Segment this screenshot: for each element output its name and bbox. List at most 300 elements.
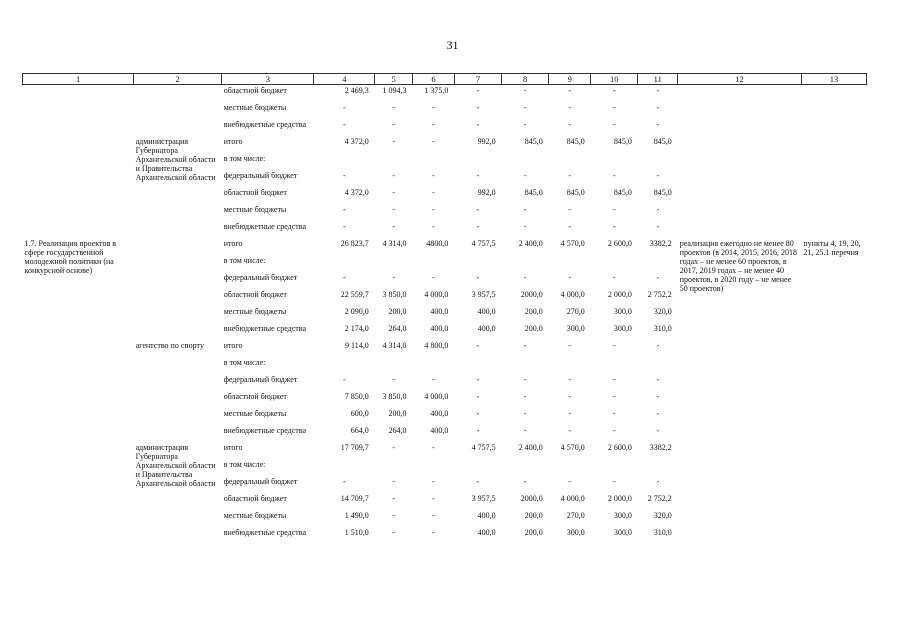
funding-source-cell: внебюджетные средства xyxy=(223,426,307,435)
value-cell: 2 174,0 xyxy=(344,324,369,333)
value-cell: 845,0 xyxy=(524,188,543,197)
indicator-cell xyxy=(678,391,802,408)
indicator-cell xyxy=(678,187,802,204)
indicator-cell xyxy=(678,153,802,170)
value-cell: 14 709,7 xyxy=(340,494,369,503)
executor-cell: администрация Губернатора Архангельской области и Правительства Архангельской области xyxy=(135,443,216,488)
table-row xyxy=(23,340,867,357)
value-cell: - xyxy=(392,477,395,486)
value-cell: 4800,0 xyxy=(426,239,449,248)
value-cell xyxy=(314,459,375,476)
event-name-cell xyxy=(23,510,134,527)
value-cell: - xyxy=(612,392,616,401)
reference-cell xyxy=(801,493,866,510)
value-cell: 310,0 xyxy=(653,324,672,333)
table-row xyxy=(23,136,867,153)
reference-cell xyxy=(801,102,866,119)
value-cell: - xyxy=(568,205,572,214)
value-cell: - xyxy=(476,103,480,112)
value-cell: - xyxy=(568,120,572,129)
value-cell: 17 709,7 xyxy=(340,443,369,452)
funding-source-cell: внебюджетные средства xyxy=(223,222,307,231)
value-cell: - xyxy=(612,205,616,214)
value-cell: - xyxy=(392,205,395,214)
value-cell xyxy=(591,255,638,272)
value-cell: 4 570,0 xyxy=(560,239,585,248)
value-cell: 2 400,0 xyxy=(518,443,543,452)
value-cell: - xyxy=(612,103,616,112)
table-row xyxy=(23,238,867,255)
value-cell: - xyxy=(476,273,480,282)
indicator-cell xyxy=(678,459,802,476)
value-cell xyxy=(375,357,413,374)
value-cell: 3 957,5 xyxy=(471,494,496,503)
value-cell: 4 000,0 xyxy=(424,392,449,401)
reference-cell xyxy=(801,221,866,238)
value-cell: 3 957,5 xyxy=(471,290,496,299)
value-cell: - xyxy=(476,477,480,486)
value-cell: 2000,0 xyxy=(520,290,543,299)
table-row xyxy=(23,85,867,103)
value-cell: - xyxy=(476,222,480,231)
value-cell: 2000,0 xyxy=(520,494,543,503)
value-cell: - xyxy=(432,137,435,146)
value-cell: - xyxy=(392,137,395,146)
column-header: 12 xyxy=(678,74,802,85)
value-cell: 300,0 xyxy=(613,528,632,537)
funding-source-cell: федеральный бюджет xyxy=(223,375,298,384)
funding-source-cell: в том числе: xyxy=(223,358,266,367)
value-cell xyxy=(502,255,549,272)
funding-source-cell: в том числе: xyxy=(223,460,266,469)
executor-cell xyxy=(134,102,222,119)
funding-source-cell: внебюджетные средства xyxy=(223,120,307,129)
value-cell xyxy=(591,459,638,476)
value-cell: 22 559,7 xyxy=(340,290,369,299)
funding-source-cell: областной бюджет xyxy=(223,188,287,197)
value-cell: - xyxy=(432,511,435,520)
value-cell xyxy=(454,459,501,476)
funding-source-cell: федеральный бюджет xyxy=(223,171,298,180)
column-header: 13 xyxy=(801,74,866,85)
value-cell: - xyxy=(523,103,527,112)
value-cell: - xyxy=(523,273,527,282)
value-cell: 1 094,3 xyxy=(382,86,407,95)
funding-source-cell: областной бюджет xyxy=(223,290,287,299)
value-cell: 600,0 xyxy=(350,409,369,418)
value-cell: - xyxy=(612,222,616,231)
value-cell: - xyxy=(392,443,395,452)
event-name-cell xyxy=(23,374,134,391)
reference-cell xyxy=(801,425,866,442)
indicator-cell xyxy=(678,357,802,374)
value-cell: 992,0 xyxy=(477,188,496,197)
funding-source-cell: федеральный бюджет xyxy=(223,477,298,486)
reference-cell xyxy=(801,374,866,391)
value-cell xyxy=(502,153,549,170)
value-cell: 300,0 xyxy=(566,528,585,537)
column-header: 2 xyxy=(134,74,222,85)
value-cell: - xyxy=(343,120,346,129)
value-cell: 2 752,2 xyxy=(647,290,672,299)
value-cell: - xyxy=(343,273,346,282)
funding-source-cell: в том числе: xyxy=(223,256,266,265)
value-cell: - xyxy=(612,375,616,384)
value-cell: 400,0 xyxy=(477,324,496,333)
value-cell: 4 757,5 xyxy=(471,443,496,452)
value-cell: - xyxy=(432,188,435,197)
funding-source-cell: местные бюджеты xyxy=(223,205,287,214)
value-cell xyxy=(638,255,678,272)
value-cell: 4 000,0 xyxy=(560,494,585,503)
value-cell: - xyxy=(523,205,527,214)
reference-cell xyxy=(801,170,866,187)
table-row xyxy=(23,442,867,459)
value-cell xyxy=(638,153,678,170)
value-cell xyxy=(375,153,413,170)
value-cell: - xyxy=(476,341,480,350)
value-cell: 200,0 xyxy=(524,528,543,537)
value-cell: - xyxy=(392,375,395,384)
value-cell: - xyxy=(343,171,346,180)
value-cell xyxy=(638,357,678,374)
value-cell: - xyxy=(476,375,480,384)
value-cell: - xyxy=(343,477,346,486)
value-cell: - xyxy=(432,375,435,384)
executor-cell xyxy=(134,85,222,103)
event-name-cell xyxy=(23,527,134,544)
column-header: 8 xyxy=(502,74,549,85)
value-cell: 400,0 xyxy=(430,426,449,435)
value-cell: - xyxy=(612,120,616,129)
value-cell xyxy=(314,357,375,374)
value-cell: - xyxy=(523,86,527,95)
column-header: 1 xyxy=(23,74,134,85)
table-row xyxy=(23,102,867,119)
column-header: 9 xyxy=(549,74,591,85)
value-cell: - xyxy=(568,341,572,350)
value-cell: 845,0 xyxy=(613,188,632,197)
reference-cell xyxy=(801,510,866,527)
value-cell: - xyxy=(523,341,527,350)
event-name-cell: 1.7. Реализация проектов в сфере государственной молодежной политики (на конкурсной основе) xyxy=(24,239,116,275)
value-cell: 7 850,0 xyxy=(344,392,369,401)
value-cell xyxy=(412,255,454,272)
value-cell: 845,0 xyxy=(653,137,672,146)
event-name-cell xyxy=(23,408,134,425)
event-name-cell xyxy=(23,357,134,374)
indicator-cell xyxy=(678,102,802,119)
reference-cell xyxy=(801,408,866,425)
funding-source-cell: федеральный бюджет xyxy=(223,273,298,282)
reference-cell xyxy=(801,476,866,493)
value-cell: 4 314,0 xyxy=(382,341,407,350)
event-name-cell xyxy=(23,119,134,136)
indicator-cell xyxy=(678,119,802,136)
value-cell: 3382,2 xyxy=(649,443,672,452)
indicator-cell xyxy=(678,425,802,442)
value-cell: 310,0 xyxy=(653,528,672,537)
event-name-cell xyxy=(23,170,134,187)
event-name-cell xyxy=(23,102,134,119)
value-cell xyxy=(549,255,591,272)
value-cell: - xyxy=(476,409,480,418)
reference-cell xyxy=(801,187,866,204)
event-name-cell xyxy=(23,442,134,459)
value-cell: 2 600,0 xyxy=(607,239,632,248)
reference-cell xyxy=(801,85,866,103)
value-cell: 300,0 xyxy=(613,511,632,520)
value-cell: - xyxy=(343,205,346,214)
value-cell: - xyxy=(432,273,435,282)
value-cell: 200,0 xyxy=(524,511,543,520)
value-cell: - xyxy=(656,120,660,129)
reference-cell xyxy=(801,391,866,408)
table-body xyxy=(23,85,867,545)
value-cell: - xyxy=(568,426,572,435)
reference-cell xyxy=(801,340,866,357)
value-cell: - xyxy=(523,426,527,435)
reference-cell xyxy=(801,357,866,374)
value-cell: 400,0 xyxy=(430,409,449,418)
executor-cell xyxy=(134,289,222,306)
funding-source-cell: внебюджетные средства xyxy=(223,528,307,537)
value-cell: - xyxy=(523,375,527,384)
column-header: 4 xyxy=(314,74,375,85)
value-cell: - xyxy=(656,477,660,486)
value-cell xyxy=(502,459,549,476)
event-name-cell xyxy=(23,136,134,153)
value-cell: 2 752,2 xyxy=(647,494,672,503)
value-cell: 4 372,0 xyxy=(344,137,369,146)
value-cell: - xyxy=(343,375,346,384)
value-cell: 3 850,0 xyxy=(382,290,407,299)
value-cell: - xyxy=(476,86,480,95)
value-cell: 200,0 xyxy=(524,324,543,333)
indicator-cell xyxy=(678,493,802,510)
funding-source-cell: итого xyxy=(223,239,243,248)
value-cell: 400,0 xyxy=(430,307,449,316)
indicator-cell xyxy=(678,476,802,493)
value-cell: - xyxy=(612,477,616,486)
value-cell xyxy=(549,459,591,476)
value-cell: - xyxy=(568,375,572,384)
page-number: 31 xyxy=(446,38,459,52)
event-name-cell xyxy=(23,85,134,103)
value-cell: - xyxy=(656,222,660,231)
value-cell xyxy=(375,255,413,272)
event-name-cell xyxy=(23,425,134,442)
value-cell xyxy=(412,357,454,374)
table-row xyxy=(23,119,867,136)
value-cell xyxy=(375,459,413,476)
value-cell: - xyxy=(656,273,660,282)
value-cell xyxy=(454,357,501,374)
value-cell: - xyxy=(392,171,395,180)
value-cell: 2 469,3 xyxy=(344,86,369,95)
value-cell: 3382,2 xyxy=(649,239,672,248)
value-cell: 3 850,0 xyxy=(382,392,407,401)
value-cell: - xyxy=(432,528,435,537)
value-cell: - xyxy=(476,426,480,435)
value-cell: - xyxy=(432,222,435,231)
value-cell: - xyxy=(392,511,395,520)
indicator-cell xyxy=(678,442,802,459)
value-cell: - xyxy=(476,392,480,401)
value-cell: 1 490,0 xyxy=(344,511,369,520)
value-cell: 845,0 xyxy=(653,188,672,197)
value-cell: 26 823,7 xyxy=(340,239,369,248)
indicator-cell xyxy=(678,204,802,221)
value-cell: 400,0 xyxy=(477,511,496,520)
value-cell: 300,0 xyxy=(613,324,632,333)
value-cell: - xyxy=(392,103,395,112)
indicator-cell xyxy=(678,510,802,527)
value-cell: - xyxy=(568,171,572,180)
value-cell: - xyxy=(656,205,660,214)
value-cell: - xyxy=(523,409,527,418)
value-cell: - xyxy=(476,205,480,214)
value-cell: 320,0 xyxy=(653,307,672,316)
executor-cell xyxy=(134,238,222,255)
value-cell xyxy=(412,459,454,476)
value-cell: - xyxy=(612,171,616,180)
value-cell: - xyxy=(568,222,572,231)
value-cell: - xyxy=(523,120,527,129)
value-cell: - xyxy=(523,171,527,180)
indicator-cell: реализация ежегодно не менее 80 проектов (в 2014, 2015, 2016, 2018 годах – не менее 60 проектов, в 2017, 2019 годах – не менее 40 проектов, в 2020 году – не менее 50 проектов) xyxy=(679,239,798,293)
executor-cell xyxy=(134,306,222,323)
reference-cell xyxy=(801,204,866,221)
column-header: 10 xyxy=(591,74,638,85)
value-cell: - xyxy=(392,120,395,129)
indicator-cell xyxy=(678,408,802,425)
executor-cell xyxy=(134,323,222,340)
executor-cell xyxy=(134,255,222,272)
value-cell: - xyxy=(432,120,435,129)
value-cell: - xyxy=(476,120,480,129)
value-cell: - xyxy=(656,171,660,180)
value-cell: 320,0 xyxy=(653,511,672,520)
reference-cell xyxy=(801,459,866,476)
value-cell: - xyxy=(656,341,660,350)
value-cell: 4 800,0 xyxy=(424,341,449,350)
value-cell: - xyxy=(392,528,395,537)
funding-source-cell: местные бюджеты xyxy=(223,409,287,418)
value-cell: - xyxy=(392,273,395,282)
funding-source-cell: итого xyxy=(223,443,243,452)
value-cell: 845,0 xyxy=(566,188,585,197)
value-cell: - xyxy=(656,392,660,401)
value-cell: - xyxy=(343,103,346,112)
value-cell: - xyxy=(392,222,395,231)
value-cell: - xyxy=(432,494,435,503)
funding-source-cell: внебюджетные средства xyxy=(223,324,307,333)
value-cell: - xyxy=(656,86,660,95)
value-cell: - xyxy=(656,103,660,112)
value-cell: 200,0 xyxy=(388,307,407,316)
value-cell: 264,0 xyxy=(388,426,407,435)
value-cell: 664,0 xyxy=(350,426,369,435)
value-cell: 4 372,0 xyxy=(344,188,369,197)
value-cell: 845,0 xyxy=(566,137,585,146)
value-cell: 1 510,0 xyxy=(344,528,369,537)
indicator-cell xyxy=(678,221,802,238)
value-cell: - xyxy=(432,171,435,180)
value-cell xyxy=(502,357,549,374)
column-header: 3 xyxy=(222,74,314,85)
executor-cell: агентство по спорту xyxy=(135,341,204,350)
value-cell xyxy=(591,357,638,374)
indicator-cell xyxy=(678,374,802,391)
value-cell: 2 090,0 xyxy=(344,307,369,316)
value-cell: - xyxy=(523,222,527,231)
value-cell: 270,0 xyxy=(566,307,585,316)
value-cell xyxy=(638,459,678,476)
value-cell: 1 375,0 xyxy=(424,86,449,95)
funding-source-cell: местные бюджеты xyxy=(223,511,287,520)
budget-table xyxy=(22,73,867,544)
funding-source-cell: местные бюджеты xyxy=(223,307,287,316)
value-cell xyxy=(314,255,375,272)
funding-source-cell: областной бюджет xyxy=(223,392,287,401)
value-cell: - xyxy=(656,375,660,384)
value-cell: - xyxy=(523,477,527,486)
funding-source-cell: итого xyxy=(223,137,243,146)
event-name-cell xyxy=(23,340,134,357)
value-cell: - xyxy=(432,477,435,486)
reference-cell xyxy=(801,119,866,136)
reference-cell xyxy=(801,136,866,153)
indicator-cell xyxy=(678,527,802,544)
value-cell: - xyxy=(612,426,616,435)
value-cell: 200,0 xyxy=(388,409,407,418)
value-cell: 9 114,0 xyxy=(345,341,369,350)
value-cell: 264,0 xyxy=(388,324,407,333)
column-header: 5 xyxy=(375,74,413,85)
funding-source-cell: областной бюджет xyxy=(223,494,287,503)
reference-cell xyxy=(801,442,866,459)
value-cell: 2 000,0 xyxy=(607,494,632,503)
value-cell: - xyxy=(568,86,572,95)
value-cell: - xyxy=(568,273,572,282)
value-cell: 400,0 xyxy=(477,307,496,316)
value-cell: 2 400,0 xyxy=(518,239,543,248)
indicator-cell xyxy=(678,340,802,357)
value-cell: 2 600,0 xyxy=(607,443,632,452)
value-cell xyxy=(549,357,591,374)
value-cell xyxy=(454,153,501,170)
value-cell: 4 000,0 xyxy=(560,290,585,299)
value-cell: - xyxy=(523,392,527,401)
value-cell: - xyxy=(612,409,616,418)
value-cell: - xyxy=(612,86,616,95)
funding-source-cell: в том числе: xyxy=(223,154,266,163)
reference-cell xyxy=(801,153,866,170)
value-cell: 300,0 xyxy=(566,324,585,333)
value-cell: - xyxy=(432,205,435,214)
executor-cell xyxy=(134,119,222,136)
reference-cell xyxy=(801,527,866,544)
value-cell: - xyxy=(343,222,346,231)
column-header: 11 xyxy=(638,74,678,85)
indicator-cell xyxy=(678,170,802,187)
value-cell: 4 314,0 xyxy=(382,239,407,248)
event-name-cell xyxy=(23,493,134,510)
value-cell: - xyxy=(392,188,395,197)
column-header: 7 xyxy=(454,74,501,85)
event-name-cell xyxy=(23,187,134,204)
